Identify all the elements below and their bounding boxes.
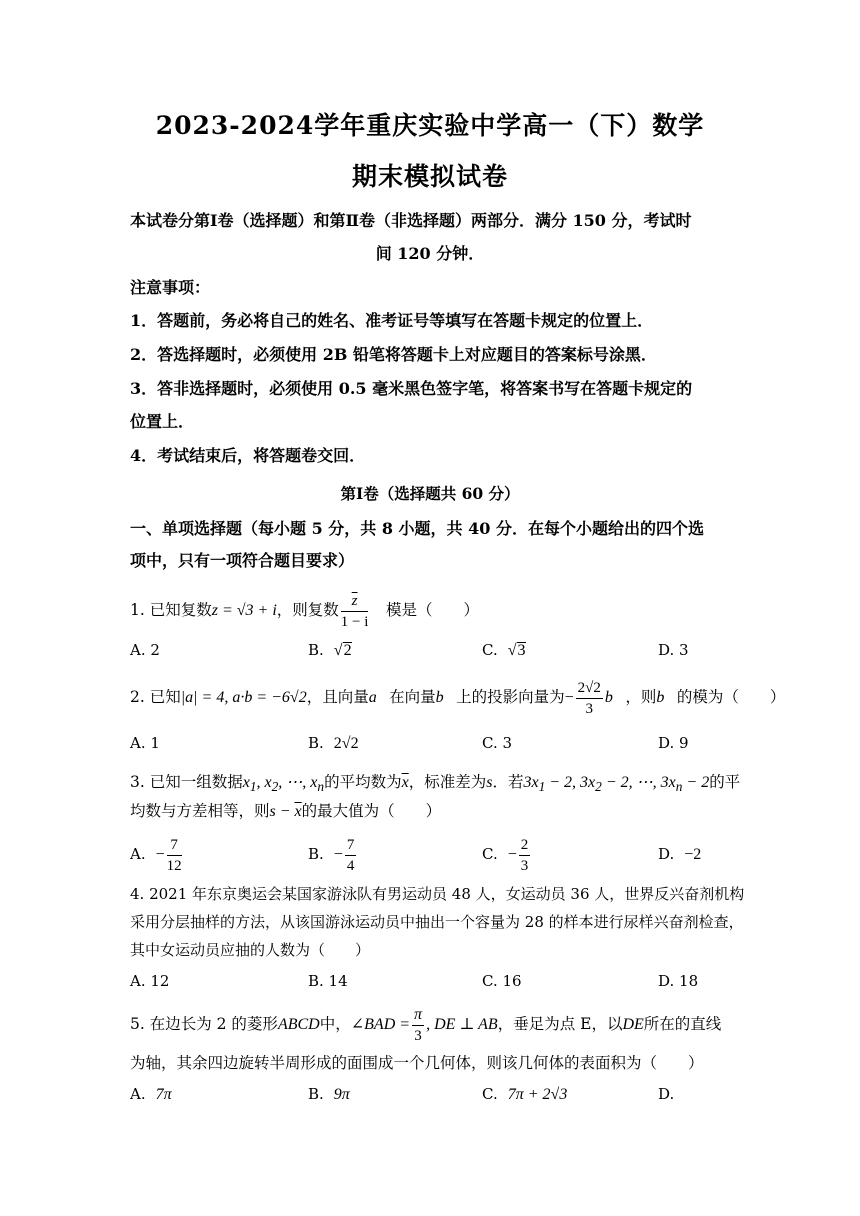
q3-line2: 均数与方差相等，则 xyxy=(130,802,270,820)
q2-stem-c: 在向量 xyxy=(389,688,436,706)
question-1 xyxy=(130,590,730,630)
q3-option-d-math: −2 xyxy=(684,846,702,863)
q1-option-c[interactable]: C. √3 xyxy=(482,641,526,659)
q5-option-b[interactable] xyxy=(308,1085,350,1104)
q2-stem-b: ，且向量 xyxy=(306,688,369,706)
q5-line1-c: ，垂足为点 E，以 xyxy=(497,1015,623,1033)
q5-option-b-math: 9π xyxy=(333,1086,350,1103)
notice-item-4: 4．考试结束后，将答题卷交回． xyxy=(130,446,366,465)
q4-option-c[interactable]: C. 16 xyxy=(482,972,522,990)
q1-expr: z = √3 + i xyxy=(211,602,277,619)
q3-option-b-label: B. xyxy=(308,845,324,863)
intro-line1: 本试卷分第Ⅰ卷（选择题）和第Ⅱ卷（非选择题）两部分．满分 150 分，考试时 xyxy=(130,211,692,230)
q2-option-b-label: B. xyxy=(308,734,324,752)
exam-title-line1: 2023-2024学年重庆实验中学高一（下）数学 xyxy=(155,111,705,140)
q3-option-a-den: 12 xyxy=(166,857,182,874)
question-4-line2: 采用分层抽样的方法，从该国游泳运动员中抽出一个容量为 28 的样本进行尿样兴奋剂检查， xyxy=(130,913,744,931)
q2-stem-a: 2. 已知 xyxy=(130,688,181,706)
q3-line1-d: ．若 xyxy=(492,773,524,791)
notice-item-1: 1．答题前，务必将自己的姓名、准考证号等填写在答题卡规定的位置上． xyxy=(130,311,654,330)
q4-option-b[interactable]: B. 14 xyxy=(308,972,348,990)
q2-projection-fraction xyxy=(576,678,603,719)
question-5-line2: 为轴，其余四边旋转半周形成的面围成一个几何体，则该几何体的表面积为（ ） xyxy=(130,1054,704,1072)
q5-line1-d: 所在的直线 xyxy=(643,1015,722,1033)
q3-option-b-den: 4 xyxy=(346,857,355,874)
question-4-line3: 其中女运动员应抽的人数为（ ） xyxy=(130,941,371,959)
q1-option-b-math: 2 xyxy=(343,642,352,659)
part1-heading: 第Ⅰ卷（选择题共 60 分） xyxy=(340,484,520,503)
q3-options xyxy=(130,832,730,876)
notice-item-2: 2．答选择题时，必须使用 2B 铅笔将答题卡上对应题目的答案标号涂黑． xyxy=(130,345,657,364)
q3-line1-c: ，标准差为 xyxy=(408,773,487,791)
question-4-line1: 4. 2021 年东京奥运会某国家游泳队有男运动员 48 人，女运动员 36 人，世界反兴奋剂机构 xyxy=(130,885,745,903)
q5-option-c-label: C. xyxy=(482,1085,498,1103)
q3-line1-e: 的平 xyxy=(709,773,741,791)
q2-options xyxy=(130,734,730,758)
q2-option-a[interactable]: A. 1 xyxy=(130,734,160,752)
section-heading-line2: 项中，只有一项符合题目要求） xyxy=(130,551,355,570)
q1-stem-c: 模是（ ） xyxy=(385,601,479,619)
q3-option-c[interactable]: C. − $\frac{2}{3}$ xyxy=(482,836,529,874)
q5-option-a[interactable] xyxy=(130,1085,172,1104)
q1-options xyxy=(130,641,730,665)
q2-stem-d: 上的投影向量为 xyxy=(456,688,565,706)
q1-frac-den: 1 − i xyxy=(340,613,369,630)
notice-item-3: 3．答非选择题时，必须使用 0.5 毫米黑色签字笔，将答案书写在答题卡规定的 xyxy=(130,379,693,398)
q4-options xyxy=(130,972,730,996)
q5-option-a-label: A. xyxy=(130,1085,146,1103)
q5-options xyxy=(130,1085,730,1109)
question-5-line1: 5. 在边长为 2 的菱形ABCD中，∠BAD = $\frac{\pi}{3}$ , DE ⊥ AB，垂足为点 E，以DE所在的直线 xyxy=(130,1005,722,1044)
section-heading-line1: 一、单项选择题（每小题 5 分，共 8 小题，共 40 分．在每个小题给出的四个选 xyxy=(130,519,704,538)
q5-option-c-math: 7π + 2√3 xyxy=(507,1086,568,1103)
q1-option-c-label: C. xyxy=(482,641,498,659)
q5-option-d[interactable]: D. xyxy=(658,1085,675,1103)
q3-option-a[interactable]: A. − $\frac{7}{12}$ xyxy=(130,836,182,874)
q2-proj-num: 2√2 xyxy=(576,678,603,699)
q5-option-a-math: 7π xyxy=(155,1086,172,1103)
q1-option-d[interactable]: D. 3 xyxy=(658,641,689,659)
q4-option-a[interactable]: A. 12 xyxy=(130,972,170,990)
q3-option-d[interactable] xyxy=(658,832,701,877)
q2-expr: |a| = 4, a·b = −6√2 xyxy=(180,689,307,706)
q5-option-c[interactable] xyxy=(482,1085,567,1104)
q1-option-b[interactable]: B. √2 xyxy=(308,641,352,659)
q2-option-b-math: 2√2 xyxy=(333,735,359,752)
q1-option-c-math: 3 xyxy=(517,642,526,659)
q3-option-b[interactable]: B. − $\frac{7}{4}$ xyxy=(308,836,355,874)
q1-fraction xyxy=(341,591,369,632)
q5-option-b-label: B. xyxy=(308,1085,324,1103)
q5-line1-b: 中， xyxy=(319,1015,351,1033)
exam-title-line2: 期末模拟试卷 xyxy=(351,162,508,191)
vector-b-symbol: b⃗ xyxy=(435,689,457,706)
q3-line2-b: 的最大值为（ ） xyxy=(301,802,442,820)
q3-option-d-label: D. xyxy=(658,845,675,863)
q2-option-d[interactable]: D. 9 xyxy=(658,734,689,752)
question-2: 2. 已知|a| = 4, a·b = −6√2，且向量a⃗在向量b⃗上的投影向量为− $\frac{2√2}{3}$ b⃗，则b⃗的模为（ ） xyxy=(130,679,786,717)
q3-option-b-num: 7 xyxy=(345,835,357,856)
q3-option-a-label: A. xyxy=(130,845,146,863)
q2-stem-f: 的模为（ ） xyxy=(676,688,786,706)
q3-option-c-den: 3 xyxy=(520,857,529,874)
q1-option-a[interactable]: A. 2 xyxy=(130,641,160,659)
q1-frac-num: $\overline{z}$ xyxy=(341,591,369,612)
q2-stem-e: ，则 xyxy=(625,688,657,706)
q5-line1-a: 5. 在边长为 2 的菱形 xyxy=(130,1015,278,1033)
vector-a-symbol: a⃗ xyxy=(368,689,390,706)
q3-line1-b: 的平均数为 xyxy=(324,773,402,791)
q2-proj-den: 3 xyxy=(585,700,594,717)
q3-option-a-num: 7 xyxy=(167,835,182,856)
question-3-line2: 均数与方差相等，则$s - \overline{x}$的最大值为（ ） xyxy=(130,802,442,820)
q1-stem-a: 1. 已知复数 xyxy=(130,601,212,619)
q2-option-c[interactable]: C. 3 xyxy=(482,734,513,752)
q3-option-c-num: 2 xyxy=(519,835,531,856)
q1-stem-b: ，则复数 xyxy=(276,601,339,619)
q4-option-d[interactable]: D. 18 xyxy=(658,972,699,990)
q2-option-b[interactable] xyxy=(308,734,359,753)
notice-heading: 注意事项： xyxy=(130,278,211,297)
notice-item-3-cont: 位置上． xyxy=(130,412,195,431)
q3-line1-a: 3. 已知一组数据 xyxy=(130,773,243,791)
q1-option-b-label: B. xyxy=(308,641,324,659)
question-3-line1: 3. 已知一组数据$x_1$, $x_2$, ⋯, $x_n$的平均数为$\overline{x}$，标准差为s．若$3x_1 - 2$, $3x_2 - 2$, ⋯, $3x_n - 2$的平 xyxy=(130,773,741,795)
q3-option-c-label: C. xyxy=(482,845,498,863)
intro-line2: 间 120 分钟． xyxy=(375,244,485,263)
